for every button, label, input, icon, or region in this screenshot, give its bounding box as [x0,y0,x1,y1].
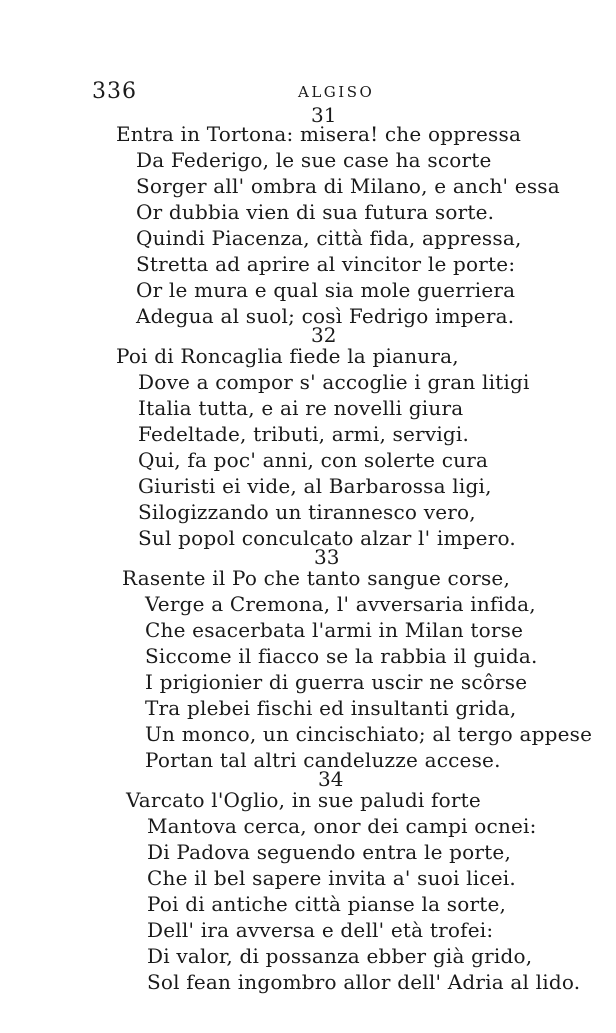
verse-line: Di valor, di possanza ebber già grido, [147,944,533,968]
verse-line: Dell' ira avversa e dell' età trofei: [147,918,494,942]
verse-line: Or dubbia vien di sua futura sorte. [136,200,495,224]
verse-line: Quindi Piacenza, città fida, appressa, [136,226,522,250]
verse-line: Un monco, un cincischiato; al tergo appese [145,722,593,746]
verse-line: Entra in Tortona: misera! che oppressa [116,122,522,146]
verse-line: Che il bel sapere invita a' suoi licei. [147,866,516,890]
verse-line: Sorger all' ombra di Milano, e anch' essa [136,174,560,198]
running-title: ALGISO [298,83,375,101]
verse-line: Sul popol conculcato alzar l' impero. [138,526,516,550]
verse-line: Tra plebei fischi ed insultanti grida, [145,696,517,720]
verse-line: Verge a Cremona, l' avversaria infida, [145,592,536,616]
verse-line: Portan tal altri candeluzze accese. [145,748,501,772]
stanza-number: 34 [318,767,344,791]
verse-line: Rasente il Po che tanto sangue corse, [122,566,511,590]
verse-line: Stretta ad aprire al vincitor le porte: [136,252,516,276]
verse-line: Mantova cerca, onor dei campi ocnei: [147,814,537,838]
verse-line: I prigionier di guerra uscir ne scôrse [145,670,528,694]
verse-line: Adegua al suol; così Fedrigo impera. [136,304,515,328]
verse-line: Da Federigo, le sue case ha scorte [136,148,492,172]
verse-line: Varcato l'Oglio, in sue paludi forte [126,788,481,812]
verse-line: Silogizzando un tirannesco vero, [138,500,476,524]
running-head [0,80,616,104]
verse-line: Dove a compor s' accoglie i gran litigi [138,370,530,394]
verse-line: Italia tutta, e ai re novelli giura [138,396,464,420]
stanza-number: 31 [311,103,337,127]
verse-line: Poi di antiche città pianse la sorte, [147,892,507,916]
verse-line: Fedeltade, tributi, armi, servigi. [138,422,470,446]
verse-line: Sol fean ingombro allor dell' Adria al lido. [147,970,581,994]
verse-line: Giuristi ei vide, al Barbarossa ligi, [138,474,492,498]
verse-line: Di Padova seguendo entra le porte, [147,840,512,864]
verse-line: Siccome il fiacco se la rabbia il guida. [145,644,538,668]
page-number: 336 [92,79,137,104]
stanza-number: 32 [311,323,337,347]
verse-line: Poi di Roncaglia fiede la pianura, [116,344,459,368]
verse-line: Che esacerbata l'armi in Milan torse [145,618,524,642]
verse-line: Qui, fa poc' anni, con solerte cura [138,448,489,472]
stanza-number: 33 [314,545,340,569]
verse-line: Or le mura e qual sia mole guerriera [136,278,516,302]
